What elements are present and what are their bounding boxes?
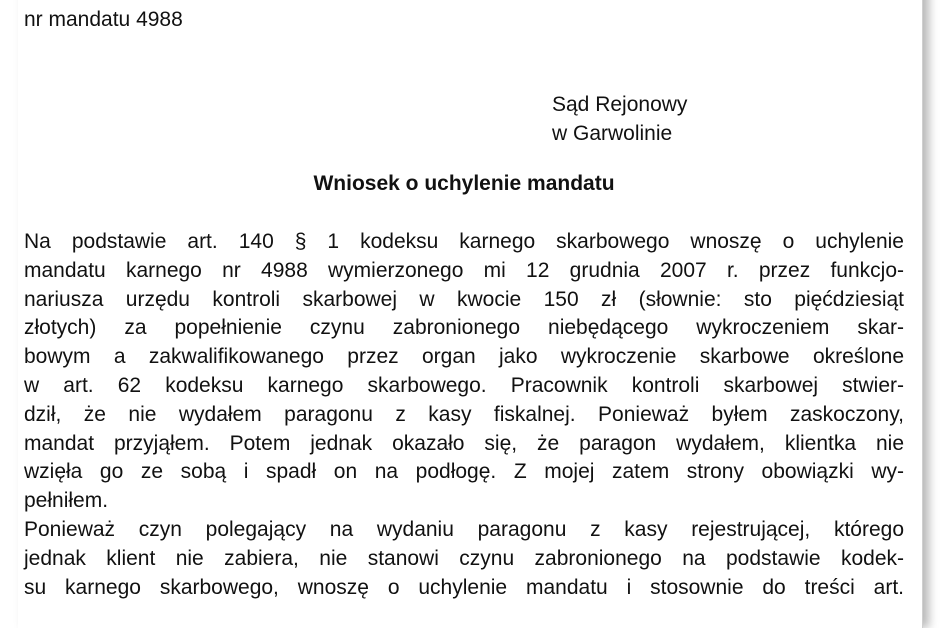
addressee-line: Sąd Rejonowy <box>552 93 688 116</box>
text-line: wzięła go ze sobą i spadł on na podłogę. Z mojej zatem strony obowiązki wy- <box>24 460 904 484</box>
document-title: Wniosek o uchylenie mandatu <box>313 172 615 195</box>
text-line: bowym a zakwalifikowanego przez organ jako wykroczenie skarbowe określone <box>24 345 904 369</box>
text-line: nariusza urzędu kontroli skarbowej w kwocie 150 zł (słownie: sto pięćdziesiąt <box>24 287 904 311</box>
text-line: złotych) za popełnienie czynu zabronionego niebędącego wykroczeniem skar- <box>24 316 904 340</box>
addressee-line: w Garwolinie <box>552 122 673 145</box>
text-line: su karnego skarbowego, wnoszę o uchylenie mandatu i stosownie do treści art. <box>24 575 904 599</box>
text-line: jednak klient nie zabiera, nie stanowi czynu zabronionego na podstawie kodek- <box>24 546 904 570</box>
document-body <box>24 228 904 602</box>
addressee-block <box>552 90 687 148</box>
text-line: w art. 62 kodeksu karnego skarbowego. Pracownik kontroli skarbowej stwier- <box>24 373 904 397</box>
text-line: mandat przyjąłem. Potem jednak okazało się, że paragon wydałem, klientka nie <box>24 431 904 455</box>
text-line: mandatu karnego nr 4988 wymierzonego mi 12 grudnia 2007 r. przez funkcjo- <box>24 258 904 282</box>
text-line: dził, że nie wydałem paragonu z kasy fiskalnej. Ponieważ byłem zaskoczony, <box>24 402 904 426</box>
text-line: pełniłem. <box>24 489 109 513</box>
text-line: Ponieważ czyn polegający na wydaniu paragonu z kasy rejestrującej, którego <box>24 517 904 541</box>
paragraph-2 <box>24 516 904 602</box>
text-line: Na podstawie art. 140 § 1 kodeksu karnego skarbowego wnoszę o uchylenie <box>24 230 904 253</box>
mandate-reference: nr mandatu 4988 <box>24 8 183 31</box>
paragraph-1 <box>24 228 904 516</box>
